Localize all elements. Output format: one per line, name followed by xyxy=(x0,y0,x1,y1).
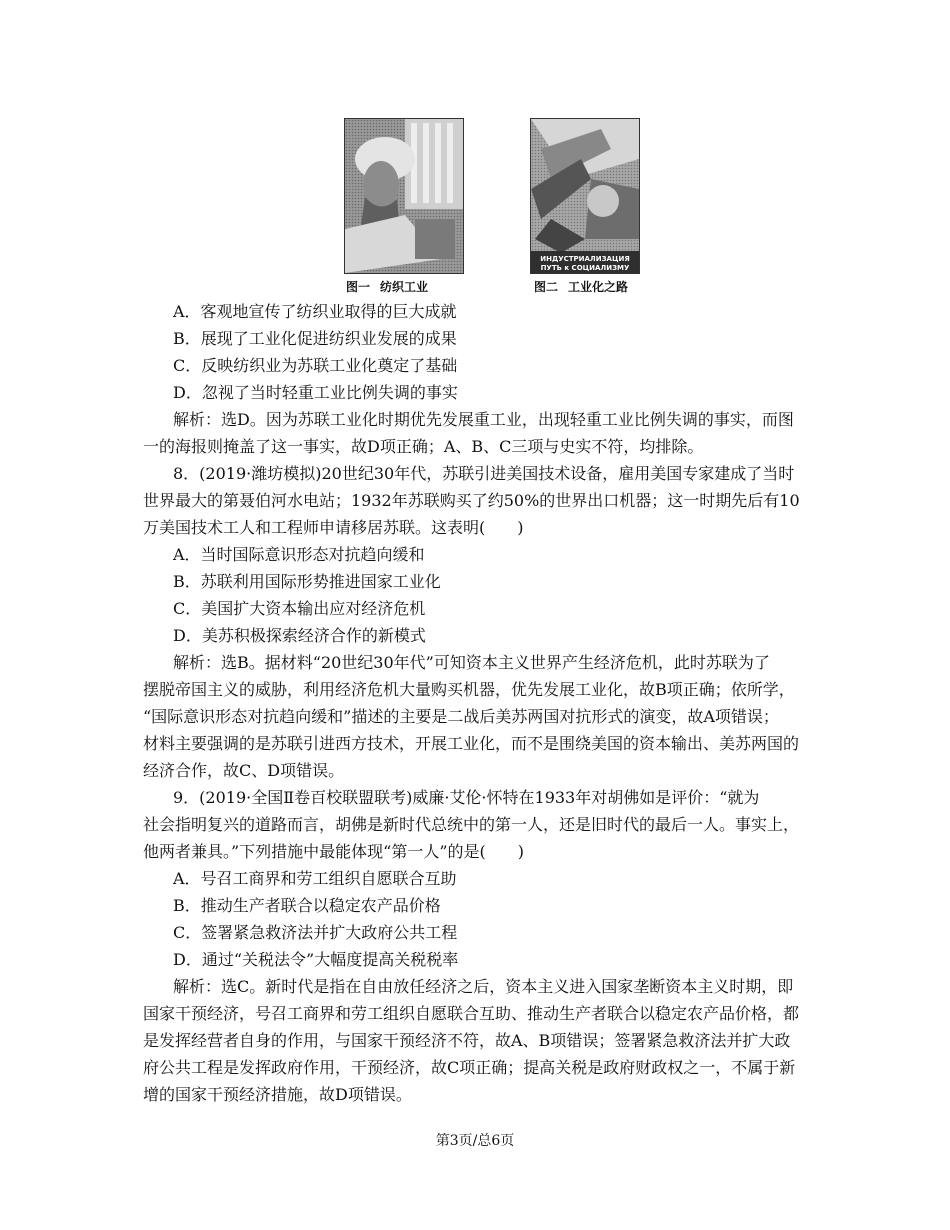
figure-1-title: 纺织工业 xyxy=(380,280,429,294)
q8-stem-line-3: 万美国技术工人和工程师申请移居苏联。这表明( ) xyxy=(143,518,524,537)
q7-analysis-line-2: 一的海报则掩盖了这一事实，故D项正确；A、B、C三项与史实不符，均排除。 xyxy=(143,437,704,456)
textile-poster-illustration xyxy=(345,119,463,273)
q9-analysis-line-1: 解析：选C。新时代是指在自由放任经济之后，资本主义进入国家垄断资本主义时期，即 xyxy=(173,977,794,996)
figure-1-caption xyxy=(346,278,428,295)
poster-text-line-2: ПУТЬ к СОЦИАЛИЗМУ xyxy=(540,264,630,272)
figure-2-label: 图二 xyxy=(534,280,559,294)
q8-option-b: B．苏联利用国际形势推进国家工业化 xyxy=(173,572,441,591)
q8-analysis-line-1: 解析：选B。据材料“20世纪30年代”可知资本主义世界产生经济危机，此时苏联为了 xyxy=(173,653,770,672)
q9-option-b: B．推动生产者联合以稳定农产品价格 xyxy=(173,896,441,915)
q7-option-b: B．展现了工业化促进纺织业发展的成果 xyxy=(173,329,457,348)
q8-option-c: C．美国扩大资本输出应对经济危机 xyxy=(173,599,426,618)
q8-analysis-line-4: 材料主要强调的是苏联引进西方技术，开展工业化，而不是围绕美国的资本输出、美苏两国的 xyxy=(143,734,800,753)
poster-text-line-1: ИНДУСТРИАЛИЗАЦИЯ xyxy=(540,255,630,263)
question-8-block xyxy=(143,460,813,784)
figure-1 xyxy=(344,118,464,294)
q9-analysis-line-4: 府公共工程是发挥政府作用，干预经济，故C项正确；提高关税是政府财政权之一，不属于新 xyxy=(143,1058,796,1077)
q8-analysis-line-3: “国际意识形态对抗趋向缓和”描述的主要是二战后美苏两国对抗形式的演变，故A项错误； xyxy=(143,707,779,726)
q9-option-c: C．签署紧急救济法并扩大政府公共工程 xyxy=(173,923,458,942)
q9-analysis-line-2: 国家干预经济，号召工商界和劳工组织自愿联合互助、推动生产者联合以稳定农产品价格，都 xyxy=(143,1004,800,1023)
q9-option-d: D．通过“关税法令”大幅度提高关税税率 xyxy=(173,950,459,969)
question-7-block xyxy=(143,298,813,460)
q7-option-d: D．忽视了当时轻重工业比例失调的事实 xyxy=(173,383,458,402)
q7-option-a: A．客观地宣传了纺织业取得的巨大成就 xyxy=(173,302,457,321)
q8-option-a: A．当时国际意识形态对抗趋向缓和 xyxy=(173,545,425,564)
q8-stem-line-1: 8．(2019·潍坊模拟)20世纪30年代，苏联引进美国技术设备，雇用美国专家建成了当时 xyxy=(173,464,795,483)
textile-poster-image xyxy=(344,118,464,274)
q7-option-c: C．反映纺织业为苏联工业化奠定了基础 xyxy=(173,356,458,375)
figure-2-title: 工业化之路 xyxy=(568,280,629,294)
figures-row xyxy=(0,118,950,300)
page-number-footer: 第3页/总6页 xyxy=(435,1133,515,1149)
q9-stem-line-2: 社会指明复兴的道路而言，胡佛是新时代总统中的第一人，还是旧时代的最后一人。事实上， xyxy=(143,815,800,834)
q9-option-a: A．号召工商界和劳工组织自愿联合互助 xyxy=(173,869,457,888)
q9-stem-line-1: 9．(2019·全国Ⅱ卷百校联盟联考)威廉·艾伦·怀特在1933年对胡佛如是评价：“就为 xyxy=(173,788,760,807)
figure-1-label: 图一 xyxy=(346,280,371,294)
question-9-block xyxy=(143,784,813,1108)
q9-analysis-line-3: 是发挥经营者自身的作用，与国家干预经济不符，故A、B项错误；签署紧急救济法并扩大政 xyxy=(143,1031,791,1050)
q8-option-d: D．美苏积极探索经济合作的新模式 xyxy=(173,626,426,645)
q8-analysis-line-5: 经济合作，故C、D项错误。 xyxy=(143,761,345,780)
q8-analysis-line-2: 摆脱帝国主义的威胁，利用经济危机大量购买机器，优先发展工业化，故B项正确；依所学， xyxy=(143,680,795,699)
industrialization-poster-image xyxy=(530,118,640,274)
q9-stem-line-3: 他两者兼具。”下列措施中最能体现“第一人”的是( ) xyxy=(143,842,525,861)
q9-analysis-line-5: 增的国家干预经济措施，故D项错误。 xyxy=(143,1085,412,1104)
figure-2-caption xyxy=(534,278,628,295)
industrialization-poster-illustration xyxy=(531,119,639,273)
q7-analysis-line-1: 解析：选D。因为苏联工业化时期优先发展重工业，出现轻重工业比例失调的事实，而图 xyxy=(173,410,794,429)
q8-stem-line-2: 世界最大的第聂伯河水电站；1932年苏联购买了约50%的世界出口机器；这一时期先后有10 xyxy=(143,491,800,510)
question-content xyxy=(143,298,813,1108)
figure-2 xyxy=(530,118,640,294)
